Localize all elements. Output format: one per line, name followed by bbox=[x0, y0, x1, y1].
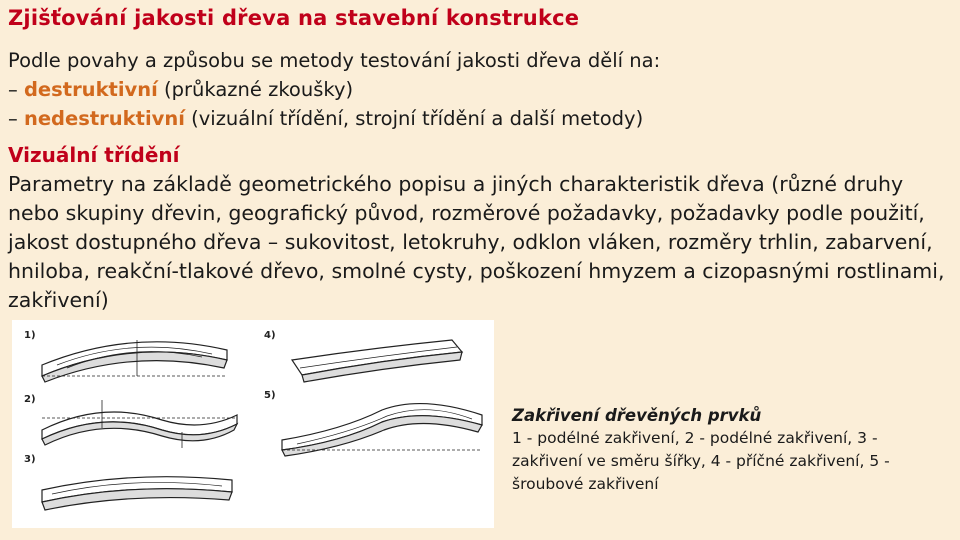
board-5-spiral-twist bbox=[282, 404, 482, 456]
board-4-transverse-cup bbox=[292, 340, 462, 382]
figure-label-2: 2) bbox=[24, 394, 36, 405]
slide-title: Zjišťování jakosti dřeva na stavební konstrukce bbox=[8, 6, 580, 30]
keyword-destructive: destruktivní bbox=[23, 78, 158, 101]
item-rest: (vizuální třídění, strojní třídění a další metody) bbox=[184, 107, 644, 130]
caption-title: Zakřivení dřevěných prvků bbox=[512, 406, 762, 425]
intro-item-destructive bbox=[8, 75, 948, 104]
caption-text: 1 - podélné zakřivení, 2 - podélné zakřivení, 3 - zakřivení ve směru šířky, 4 - příčné zakřivení, 5 - šroubové zakřivení bbox=[512, 429, 890, 493]
item-rest: (průkazné zkoušky) bbox=[157, 78, 354, 101]
board-3-width-cup bbox=[42, 477, 232, 510]
board-1-longitudinal-bow bbox=[42, 340, 227, 382]
warping-figure bbox=[12, 320, 494, 528]
intro-line: Podle povahy a způsobu se metody testování jakosti dřeva dělí na: bbox=[8, 49, 661, 72]
parameters-paragraph: Parametry na základě geometrického popisu a jiných charakteristik dřeva (různé druhy nebo skupiny dřevin, geografický původ, rozměrové požadavky, požadavky podle použití, jakost dostupného dřeva – sukovitost, letokruhy, odklon vláken, rozměry trhlin, zabarvení, hniloba, reakční-tlakové dřevo, smolné cysty, poškození hmyzem a cizopasnými rostlinami, zakřivení) bbox=[8, 172, 945, 312]
warping-diagram bbox=[12, 320, 494, 528]
figure-caption bbox=[512, 404, 952, 496]
figure-label-1: 1) bbox=[24, 330, 36, 341]
section-title: Vizuální třídění bbox=[8, 143, 180, 167]
figure-label-5: 5) bbox=[264, 390, 276, 401]
figure-label-4: 4) bbox=[264, 330, 276, 341]
dash: – bbox=[8, 78, 24, 101]
figure-label-3: 3) bbox=[24, 454, 36, 465]
keyword-nondestructive: nedestruktivní bbox=[23, 107, 185, 130]
intro-text bbox=[8, 46, 948, 133]
intro-item-nondestructive bbox=[8, 104, 948, 133]
board-2-longitudinal-curve bbox=[42, 400, 237, 448]
dash: – bbox=[8, 107, 24, 130]
